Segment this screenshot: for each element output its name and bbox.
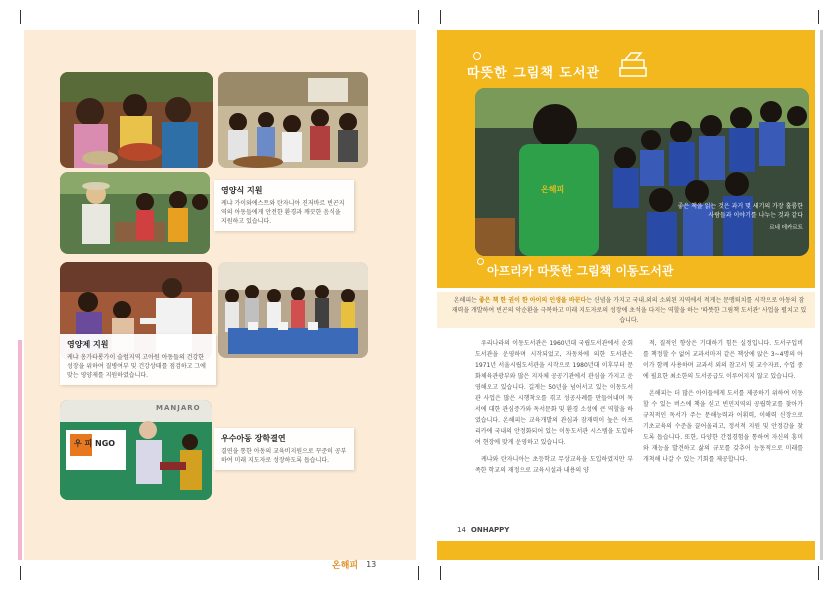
- banner-text: MANJARO: [156, 404, 201, 412]
- section-tag: 따뜻한 그림책 도서관: [467, 66, 601, 81]
- crop-mark: [20, 10, 21, 24]
- body-paragraph: 적, 질적인 향상은 기대하기 힘든 실정입니다. 도서구입비를 책정할 수 없어 교과서마저 같은 책상에 앉은 3~4명의 아이가 함께 사용하며 교과서 외의 참고서 및 교수자료, 수업 중에 필요한 최소한의 도서공급도 이루어지지 않고 있습니다.: [643, 340, 803, 380]
- caption-vitamin-support: [60, 334, 216, 385]
- body-column-right: [643, 338, 803, 471]
- caption-scholarship: [214, 428, 354, 470]
- quote-text: 좋은 책을 읽는 것은 과거 몇 세기의 가장 훌륭한 사람들과 이야기를 나누는 것과 같다: [677, 203, 803, 219]
- caption-text: 케냐 가이와에스트와 탄자니아 진저바르 빈곤지역의 아동들에게 안전한 환경과 깨끗한 음식을 지원하고 있습니다.: [221, 200, 345, 225]
- crop-mark: [440, 10, 441, 24]
- caption-title: 영양식 지원: [221, 186, 263, 195]
- page-edge: [820, 30, 823, 560]
- photo-children-eating: [60, 72, 213, 168]
- page-number: 13: [366, 560, 377, 569]
- page-footer-right: [457, 526, 509, 534]
- crop-mark: [818, 10, 819, 24]
- footer-yellow-bar: [437, 541, 815, 560]
- body-paragraph: 우리나라의 이동도서관은 1960년대 국립도서관에서 순회도서관을 운영하며 시작되었고, 자동차에 의한 도서관은 1971년 서울시립도서관을 시작으로 1980년대 이후부터 문화체육관광부와 많은 지자체 공공기관에서 관심을 가지고 운영해오고 있습니다. 길게는 50년을 넘어서고 있는 이동도서관 사업은 많은 시행착오를 겪고 성공사례를 만들어내며 독서에 대한 관심증가와 독서문화 및 환경 소성에 큰 역할을 하였습니다. 온해피는 교육개발의 관심과 잠재력이 높은 아프리카에 국내의 안정화되어 있는 이동도서관 시스템을 도입하여 현장에 맞게 운영하고 있습니다.: [475, 340, 633, 446]
- footer-brand: ONHAPPY: [470, 526, 510, 534]
- crop-mark: [418, 566, 419, 580]
- page-footer-left: [332, 558, 376, 571]
- left-page: [24, 30, 416, 571]
- photo-classroom: [218, 72, 368, 168]
- intro-suffix: 는 신념을 가지고 국내.외의 소외된 지역에서 적게는 문맹퇴치를 시작으로 아동의 잠재력을 개발하여 빈곤의 악순환을 극복하고 미래 지도자로의 성장에 초석을 다지는 역할을 하는 '따뜻한 그림책 도서관' 사업을 펼치고 있습니다.: [451, 297, 807, 324]
- caption-text: 케냐 옹가타롱가이 슬럼지역 고아원 아동들의 건강한 성장을 위하여 질병여부 및 건강상태를 점검하고 그에 맞는 영양제를 지원하였습니다.: [67, 354, 206, 379]
- crop-mark: [440, 566, 441, 580]
- caption-title: 우수아동 장학결연: [221, 434, 286, 443]
- intro-text: [451, 296, 807, 326]
- body-paragraph: 온해피는 더 많은 아이들에게 도서를 제공하기 위하여 이동 할 수 있는 버스에 책을 싣고 빈민지역의 공립학교를 찾아가 규칙적인 독서가 주는 문해능력과 어휘력, 이해력 신장으로 기초교육의 수준을 끌어올리고, 정서적 지원 및 안정감을 찾도록 돕습니다. 또한, 다양한 간접경험을 통하여 자신의 흥미와 재능을 발견하고 삶의 규모를 갖추어 능동적으로 미래를 개척해 나갈 수 있는 기회를 제공합니다.: [643, 390, 803, 463]
- article-headline: 아프리카 따뜻한 그림책 이동도서관: [487, 264, 674, 278]
- photo-nutrient-distribution: [218, 262, 368, 358]
- page-edge-accent: [18, 340, 22, 560]
- onhappy-logo: 온해피: [332, 561, 359, 571]
- caption-nutrition-support: [214, 180, 354, 231]
- book-stack-icon: [617, 50, 649, 80]
- intro-bold: 좋은 책 한 권이 한 아이의 인생을 바꾼다: [478, 297, 587, 304]
- flower-icon: [477, 258, 484, 265]
- crop-mark: [418, 10, 419, 24]
- crop-mark: [818, 566, 819, 580]
- body-paragraph: 케냐와 탄자니아는 초등학교 무상교육을 도입하였지만 부족한 학교의 재정으로 교육시설과 내용의 양: [475, 456, 633, 474]
- flower-icon: [473, 52, 481, 60]
- photo-scholarship: [60, 400, 212, 500]
- intro-prefix: 온해피는: [453, 297, 479, 304]
- banner-ngo-text: 우 피 NGO: [74, 439, 116, 448]
- body-column-left: [475, 338, 633, 482]
- photo-food-serving: [60, 172, 210, 254]
- caption-text: 결연을 통한 아동의 교육비지원으로 꾸준히 공부하여 미래 지도자로 성장하도록 돕습니다.: [221, 448, 347, 464]
- right-page: [437, 30, 815, 560]
- quote-author: 르네 데카르트: [769, 225, 803, 231]
- caption-title: 영양제 지원: [67, 340, 109, 349]
- shirt-logo-text: 온해피: [541, 185, 565, 194]
- crop-mark: [20, 566, 21, 580]
- quote-box: [675, 202, 803, 231]
- page-number: 14: [457, 526, 466, 534]
